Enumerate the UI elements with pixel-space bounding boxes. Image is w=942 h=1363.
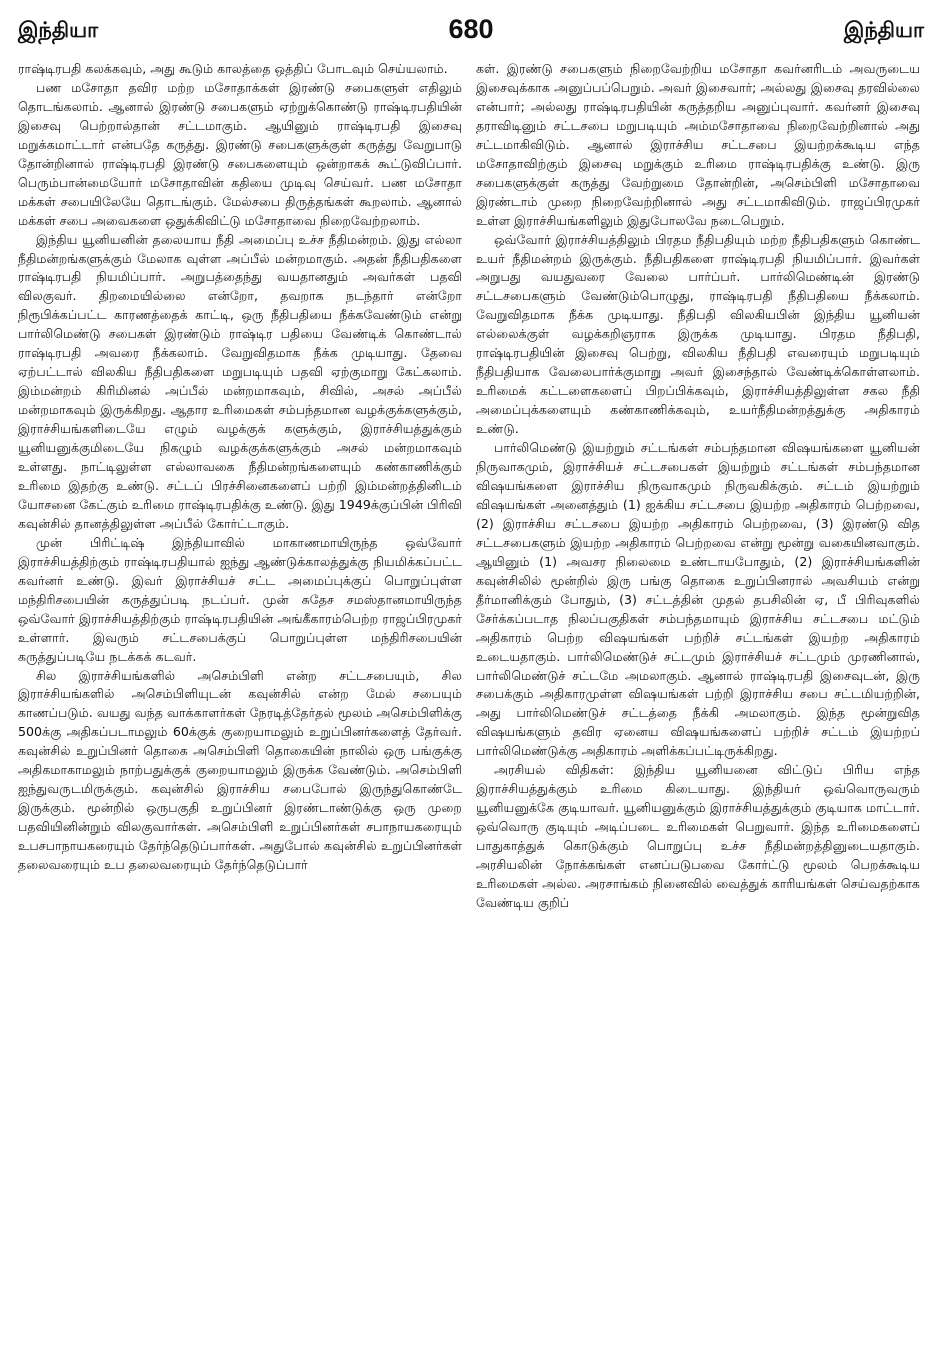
paragraph: பண மசோதா தவிர மற்ற மசோதாக்கள் இரண்டு சபைகளுள் எதிலும் தொடங்கலாம். ஆனால் இரண்டு சபைகளும் ஏற்றுக்கொண்டு ராஷ்டிரபதியின் இசைவு பெற்றால்தான் சட்டமாகும். ஆயினும் ராஷ்டிரபதி இசைவு மறுக்கமாட்டார் என்பதே கருத்து. இரண்டு சபைகளுக்குள் கருத்து வேறுபாடு தோன்றினால் ராஷ்டிரபதி இரண்டு சபைகளையும் ஒன்றாகக் கூட்டுவிப்பார். பெரும்பான்மையோர் மசோதாவின் கதியை முடிவு செய்வர். பண மசோதா மக்கள் சபையிலேயே தொடங்கும். மேல்சபை திருத்தங்கள் கூறலாம். ஆனால் மக்கள் சபை அவைகளை ஒதுக்கிவிட்டு மசோதாவை நிறைவேற்றலாம். bbox=[18, 79, 462, 228]
paragraph: ராஷ்டிரபதி கலக்கவும், அது கூடும் காலத்தை ஒத்திப் போடவும் செய்யலாம். bbox=[18, 61, 448, 76]
page-number: 680 bbox=[448, 14, 494, 44]
running-head-left: இந்தியா bbox=[18, 18, 99, 42]
paragraph: பார்லிமெண்டு இயற்றும் சட்டங்கள் சம்பந்தமான விஷயங்களை யூனியன் நிருவாகமும், இராச்சியச் சட்டசபைகள் இயற்றும் சட்டங்கள் சம்பந்தமான விஷயங்களை இராச்சிய நிருவாகமும் நிருவகிக்கும். சட்டம் இயற்றும் விஷயங்கள் அனைத்தும் (1) ஐக்கிய சட்டசபை இயற்ற அதிகாரம் பெற்றவை, (2) இராச்சிய சட்டசபை இயற்ற அதிகாரம் பெற்றவை, (3) இரண்டு வித சட்டசபைகளும் இயற்ற அதிகாரம் பெற்றவை என்று மூன்று வகையினவாகும். ஆயினும் (1) அவசர நிலைமை உண்டாயபோதும், (2) இராச்சியங்களின் கவுன்சிலில் மூன்றில் இரு பங்கு தொகை உறுப்பினரால் அவசியம் என்று தீர்மானிக்கும் போதும், (3) சட்டத்தின் முதல் தபசிலின் ஏ, பீ பிரிவுகளில் சேர்க்கப்படாத நிலப்பகுதிகள் சம்பந்தமாயும் இராச்சிய சட்டசபை மட்டும் அதிகாரம் பெற்ற விஷயங்கள் பற்றிச் சட்டங்கள் இயற்ற அதிகாரம் உடையதாகும். பார்லிமெண்டுச் சட்டமும் இராச்சியச் சட்டமும் முரணினால், பார்லிமெண்டுச் சட்டமே அமலாகும். ஆனால் ராஷ்டிரபதி இசைவுடன், இரு சபைக்கும் அதிகாரமுள்ள விஷயங்கள் பற்றி இராச்சிய சபை சட்டமியற்றின், அது பார்லிமெண்டுச் சட்டத்தை நீக்கி அமலாகும். இந்த மூன்றுவித விஷயங்களும் தவிர ஏனைய விஷயங்களைப் பற்றிச் சட்டம் இயற்றப் பார்லிமெண்டுக்கு அதிகாரம் அளிக்கப்பட்டிருக்கிறது. bbox=[476, 440, 920, 759]
paragraph: சில இராச்சியங்களில் அசெம்பிளி என்ற சட்டசபையும், சில இராச்சியங்களில் அசெம்பிளியுடன் கவுன்சில் என்ற மேல் சபையும் காணப்படும். வயது வந்த வாக்காளர்கள் நேரடித்தேர்தல் மூலம் அசெம்பிளிக்கு 500க்கு அதிகப்படாமலும் 60க்குக் குறையாமலும் உறுப்பினர்களைத் தேர்வர். கவுன்சில் உறுப்பினர் தொகை அசெம்பிளி தொகையின் நாலில் ஒரு பங்குக்கு அதிகமாகாமலும் நாற்பதுக்குக் குறையாமலும் இருக்க வேண்டும். அசெம்பிளி ஐந்துவருடமிருக்கும். கவுன்சில் இராச்சிய சபைபோல் இருந்துகொண்டே இருக்கும். மூன்றில் ஒருபகுதி உறுப்பினர் இரண்டாண்டுக்கு ஒரு முறை பதவியினின்றும் விலகுவார்கள். அசெம்பிளி உறுப்பினர்கள் சபாநாயகரையும் உபசபாநாயகரையும் தேர்ந்தெடுப்பார்கள். அதுபோல் கவுன்சில் உறுப்பினர்கள் தலைவரையும் உப தலைவரையும் தேர்ந்தெடுப்பார் bbox=[18, 667, 462, 873]
left-column bbox=[18, 60, 462, 1355]
right-column bbox=[476, 60, 920, 1355]
paragraph: அரசியல் விதிகள்: இந்திய யூனியனை விட்டுப் பிரிய எந்த இராச்சியத்துக்கும் உரிமை கிடையாது. இந்தியர் ஒவ்வொருவரும் யூனியனுக்கே குடியாவர். யூனியனுக்கும் இராச்சியத்துக்கும் குடியாக மாட்டார். ஒவ்வொரு குடியும் அடிப்படை உரிமைகள் பெறுவார். இந்த உரிமைகளைப் பாதுகாத்துக் கொடுக்கும் பொறுப்பு உச்ச நீதிமன்றத்தினுடையதாகும். அரசியலின் நோக்கங்கள் எனப்படுபவை கோர்ட்டு மூலம் பெறக்கூடிய உரிமைகள் அல்ல. அரசாங்கம் நினைவில் வைத்துக் காரியங்கள் செய்வதற்காக வேண்டிய குறிப் bbox=[476, 762, 920, 910]
paragraph: இந்திய யூனியனின் தலையாய நீதி அமைப்பு உச்ச நீதிமன்றம். இது எல்லா நீதிமன்றங்களுக்கும் மேலாக வுள்ள அப்பீல் மன்றமாகும். அதன் நீதிபதிகளை ராஷ்டிரபதி நியமிப்பார். அறுபத்தைந்து வயதானதும் அவர்கள் பதவி விலகுவர். திறமையில்லை என்றோ, தவறாக நடந்தார் என்றோ நிரூபிக்கப்பட்ட காரணத்தைக் காட்டி, ஒரு நீதிபதியை நீக்கவேண்டும் என்று பார்லிமெண்டு சபைகள் இரண்டும் ராஷ்டிர பதியை வேண்டிக் கொண்டால் ராஷ்டிரபதி அவரை நீக்கலாம். வேறுவிதமாக நீக்க முடியாது. தேவை ஏற்பட்டால் விலகிய நீதிபதிகளை மறுபடியும் பதவி ஏற்குமாறு கேட்கலாம். இம்மன்றம் கிரிமினல் அப்பீல் மன்றமாகவும், சிவில், அசல் அப்பீல் மன்றமாகவும் இருக்கிறது. ஆதார உரிமைகள் சம்பந்தமான வழக்குக்களுக்கும், இராச்சியங்களிடையே எழும் வழக்குக் களுக்கும், இராச்சியத்துக்கும் யூனியனுக்குமிடையே நிகழும் வழக்குக்களுக்கும் அசல் மன்றமாகவும் உள்ளது. நாட்டிலுள்ள எல்லாவகை நீதிமன்றங்களையும் கண்காணிக்கும் உரிமை இதற்கு உண்டு. சட்டப் பிரச்சினைகளைப் பற்றி இம்மன்றத்தினிடம் யோசனை கேட்கும் உரிமை ராஷ்டிரபதிக்கு உண்டு. இது 1949க்குப்பின் பிரிவி கவுன்சில் தானத்திலுள்ள அப்பீல் கோர்ட்டாகும். bbox=[18, 231, 462, 531]
page-header bbox=[18, 14, 924, 54]
paragraph: ஒவ்வோர் இராச்சியத்திலும் பிரதம நீதிபதியும் மற்ற நீதிபதிகளும் கொண்ட உயர் நீதிமன்றம் இருக்கும். நீதிபதிகளை ராஷ்டிரபதி நியமிப்பார். இவர்கள் அறுபது வயதுவரை வேலை பார்ப்பர். பார்லிமெண்டின் இரண்டு சட்டசபைகளும் வேண்டும்பொழுது, ராஷ்டிரபதி நீதிபதியை நீக்கலாம். வேறுவிதமாக நீக்க முடியாது. நீதிபதி விலகியபின் இந்திய யூனியன் எல்லைக்குள் வழக்கறிஞராக இருக்க முடியாது. பிரதம நீதிபதி, ராஷ்டிரபதியின் இசைவு பெற்று, விலகிய நீதிபதி எவரையும் மறுபடியும் நீதிபதியாக வேலைபார்க்குமாறு அவர் இசைந்தால் வேண்டிக்கொள்ளலாம். உரிமைக் கட்டளைகளைப் பிறப்பிக்கவும், இராச்சியத்திலுள்ள சகல நீதி அமைப்புக்களையும் கண்காணிக்கவும், உயர்நீதிமன்றத்துக்கு அதிகாரம் உண்டு. bbox=[476, 231, 920, 437]
paragraph: முன் பிரிட்டிஷ் இந்தியாவில் மாகாணமாயிருந்த ஒவ்வோர் இராச்சியத்திற்கும் ராஷ்டிரபதியால் ஐந்து ஆண்டுக்காலத்துக்கு நியமிக்கப்பட்ட கவர்னர் உண்டு. இவர் இராச்சியச் சட்ட அமைப்புக்குப் பொறுப்புள்ள மந்திரிசபையின் கருத்துப்படி நடப்பர். முன் சுதேச சமஸ்தானமாயிருந்த ஒவ்வோர் இராச்சியத்திற்கும் ராஷ்டிரபதியின் அங்கீகாரம்பெற்ற ராஜப்பிரமுகர் உள்ளார். இவரும் சட்டசபைக்குப் பொறுப்புள்ள மந்திரிசபையின் கருத்துப்படியே நடக்கக் கடவர். bbox=[18, 534, 462, 664]
paragraph: கள். இரண்டு சபைகளும் நிறைவேற்றிய மசோதா கவர்னரிடம் அவருடைய இசைவுக்காக அனுப்பப்பெறும். அவர் இசைவார்; அல்லது இசைவு தரவில்லை என்பார்; அல்லது ராஷ்டிரபதியின் கருத்தறிய அனுப்புவார். கவர்னர் இசைவு தராவிடினும் சட்டசபை மறுபடியும் அம்மசோதாவை நிறைவேற்றினால் அது சட்டமாகிவிடும். ஆனால் இராச்சிய சட்டசபை இயற்றக்கூடிய எந்த மசோதாவிற்கும் இசைவு மறுக்கும் உரிமை ராஷ்டிரபதிக்கு உண்டு. இரு சபைகளுக்குள் கருத்து வேற்றுமை தோன்றின், அசெம்பிளி மசோதாவை இரண்டாம் முறை நிறைவேற்றினால் அது சட்டமாகிவிடும். ராஜப்பிரமுகர் உள்ள இராச்சியங்களிலும் இதுபோலவே நடைபெறும். bbox=[476, 61, 920, 228]
running-head-right: இந்தியா bbox=[843, 18, 924, 42]
